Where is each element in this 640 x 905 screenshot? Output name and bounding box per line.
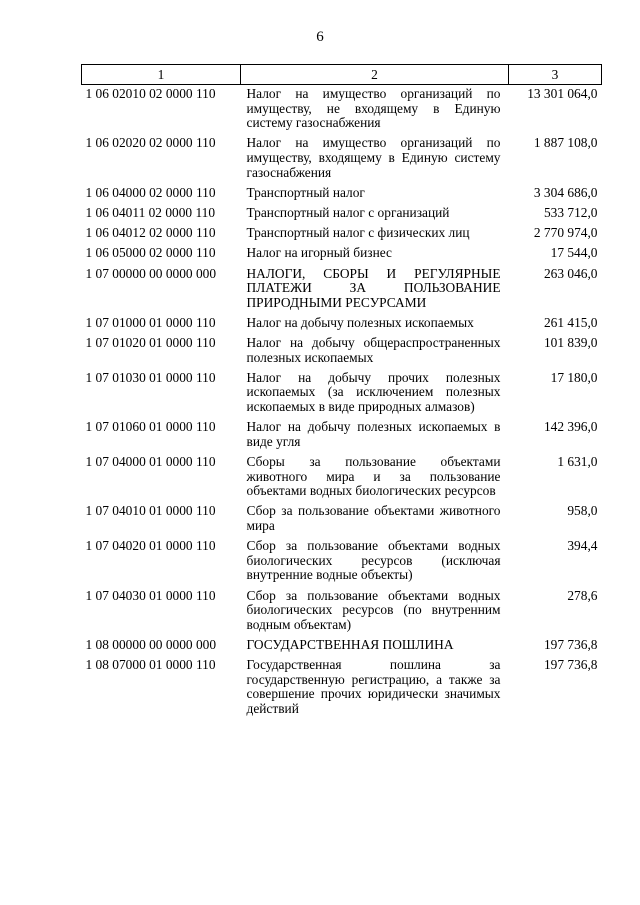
revenue-table <box>81 64 602 722</box>
row-name: Сбор за пользование объектами животного мира <box>246 503 501 533</box>
row-name: Транспортный налог <box>246 184 365 200</box>
table-row <box>82 638 602 658</box>
row-name: Налог на добычу полезных ископаемых <box>246 314 474 330</box>
row-name: Налог на имущество организаций по имуществу, входящему в Единую систему газоснабжения <box>246 135 501 180</box>
column-header-code: 1 <box>82 65 241 85</box>
row-amount: 263 046,0 <box>543 265 598 281</box>
table-row <box>82 420 602 455</box>
table-header-row <box>82 65 602 85</box>
row-amount: 394,4 <box>567 538 598 554</box>
table-row <box>82 589 602 638</box>
table-row <box>82 336 602 371</box>
row-code: 1 07 01020 01 0000 110 <box>85 335 216 351</box>
column-header-name: 2 <box>241 65 509 85</box>
row-code: 1 07 01000 01 0000 110 <box>85 314 216 330</box>
table-row <box>82 85 602 137</box>
row-name: Налог на добычу полезных ископаемых в виде угля <box>246 419 501 449</box>
table-row <box>82 504 602 539</box>
row-code: 1 07 04020 01 0000 110 <box>85 538 216 554</box>
row-amount: 13 301 064,0 <box>527 86 598 101</box>
row-name: Сбор за пользование объектами водных биологических ресурсов (по внутренним водным объектам) <box>246 587 501 632</box>
table-row <box>82 539 602 588</box>
row-code: 1 07 04000 01 0000 110 <box>85 454 216 469</box>
table-row <box>82 206 602 226</box>
row-name: Государственная пошлина за государственную регистрацию, а также за совершение прочих юридически значимых действий <box>246 657 501 716</box>
row-code: 1 06 04000 02 0000 110 <box>85 184 216 200</box>
row-code: 1 06 02020 02 0000 110 <box>85 135 216 151</box>
row-name: Транспортный налог с организаций <box>246 204 450 220</box>
row-code: 1 07 01030 01 0000 110 <box>85 369 216 385</box>
row-name: НАЛОГИ, СБОРЫ И РЕГУЛЯРНЫЕ ПЛАТЕЖИ ЗА ПОЛЬЗОВАНИЕ ПРИРОДНЫМИ РЕСУРСАМИ <box>246 265 501 310</box>
table-row <box>82 658 602 722</box>
table-row <box>82 316 602 336</box>
page-number: 6 <box>316 29 324 45</box>
table-row <box>82 226 602 246</box>
row-code: 1 07 00000 00 0000 000 <box>85 265 217 281</box>
row-amount: 17 544,0 <box>550 245 598 261</box>
row-name: ГОСУДАРСТВЕННАЯ ПОШЛИНА <box>246 636 454 652</box>
row-amount: 142 396,0 <box>543 419 598 435</box>
row-code: 1 06 05000 02 0000 110 <box>85 245 216 261</box>
row-code: 1 06 04012 02 0000 110 <box>85 225 216 241</box>
row-amount: 1 887 108,0 <box>533 135 598 151</box>
row-amount: 197 736,8 <box>543 657 598 673</box>
table-row <box>82 267 602 316</box>
row-name: Налог на игорный бизнес <box>246 245 392 261</box>
row-amount: 3 304 686,0 <box>533 184 598 200</box>
row-amount: 261 415,0 <box>543 314 598 330</box>
row-amount: 197 736,8 <box>543 636 598 652</box>
table-row <box>82 371 602 420</box>
row-amount: 101 839,0 <box>543 335 598 351</box>
row-name: Налог на имущество организаций по имуществу, не входящему в Единую систему газоснабжения <box>246 86 501 131</box>
table-row <box>82 186 602 206</box>
row-code: 1 06 02010 02 0000 110 <box>85 86 216 101</box>
row-name: Налог на добычу прочих полезных ископаемых (за исключением полезных ископаемых в виде природных алмазов) <box>246 369 501 415</box>
table-row <box>82 136 602 185</box>
table-row <box>82 455 602 504</box>
row-code: 1 07 04010 01 0000 110 <box>85 503 216 519</box>
row-code: 1 07 04030 01 0000 110 <box>85 587 216 603</box>
row-amount: 278,6 <box>567 587 598 603</box>
row-amount: 2 770 974,0 <box>533 225 598 241</box>
row-code: 1 08 00000 00 0000 000 <box>85 636 217 652</box>
row-amount: 17 180,0 <box>550 369 598 385</box>
row-name: Транспортный налог с физических лиц <box>246 225 470 241</box>
table-row <box>82 246 602 266</box>
row-name: Сбор за пользование объектами водных биологических ресурсов (исключая внутренние водные объекты) <box>246 538 501 583</box>
row-code: 1 06 04011 02 0000 110 <box>85 204 216 220</box>
row-amount: 958,0 <box>567 503 598 519</box>
column-header-amount: 3 <box>509 65 602 85</box>
row-amount: 1 631,0 <box>557 454 598 469</box>
row-code: 1 07 01060 01 0000 110 <box>85 419 216 435</box>
row-name: Сборы за пользование объектами животного мира и за пользование объектами водных биологических ресурсов <box>246 454 501 499</box>
row-amount: 533 712,0 <box>543 204 598 220</box>
row-name: Налог на добычу общераспространенных полезных ископаемых <box>246 335 501 365</box>
row-code: 1 08 07000 01 0000 110 <box>85 657 216 673</box>
